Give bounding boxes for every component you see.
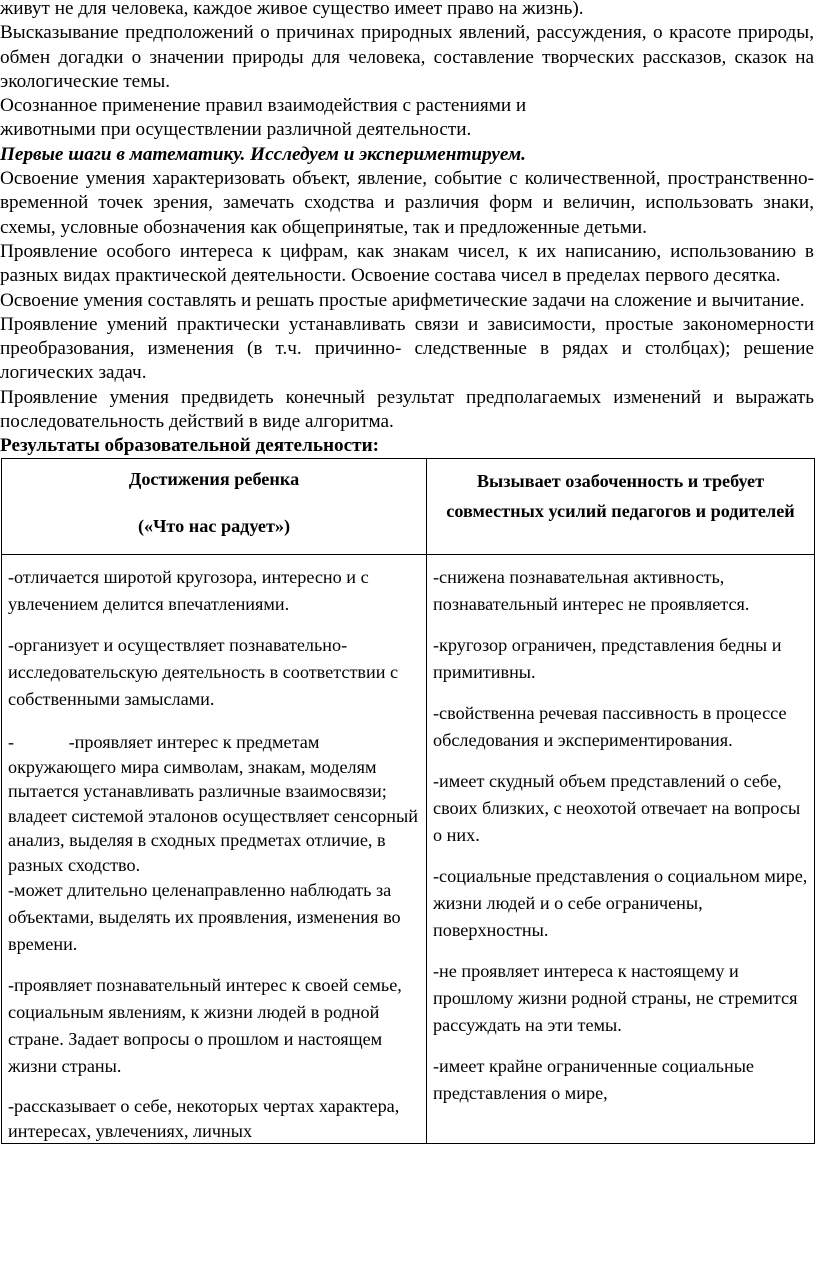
header-achievements xyxy=(2,459,427,555)
concern-item: -имеет крайне ограниченные социальные представления о мире, xyxy=(433,1056,754,1104)
concern-item: -снижена познавательная активность, познавательный интерес не проявляется. xyxy=(433,567,750,615)
table-header-row xyxy=(2,459,815,555)
table-row xyxy=(2,555,815,1144)
paragraph-interaction-rules-1: Осознанное применение правил взаимодействия с растениями и xyxy=(0,95,527,117)
section-heading-results: Результаты образовательной деятельности: xyxy=(0,435,380,457)
concern-item: -социальные представления о социальном мире, жизни людей и о себе ограничены, поверхностны. xyxy=(433,866,808,941)
paragraph-hypotheses: Высказывание предположений о причинах природных явлений, рассуждения, о красоте природы, обмен догадки о значении природы для человека, составление творческих рассказов, сказок на экологические темы. xyxy=(0,22,814,92)
concern-item: -не проявляет интереса к настоящему и прошлому жизни родной страны, не стремится рассуждать на эти темы. xyxy=(433,961,798,1036)
achievement-item: -отличается широтой кругозора, интересно и с увлечением делится впечатлениями. xyxy=(8,567,369,615)
achievement-item: -проявляет познавательный интерес к своей семье, социальным явлениям, к жизни людей в родной стране. Задает вопросы о прошлом и настоящем жизни страны. xyxy=(8,975,402,1077)
achievement-item: -может длительно целенаправленно наблюдать за объектами, выделять их проявления, изменения во времени. xyxy=(8,880,401,955)
achievement-item: - -проявляет интерес к предметам окружающего мира символам, знакам, моделям пытается устанавливать различные взаимосвязи; владеет системой эталонов осуществляет сенсорный анализ, выделяя в сходных предметах отличие, в разных сходство. xyxy=(8,732,423,875)
achievement-item: -организует и осуществляет познавательно-исследовательскую деятельность в соответствии с собственными замыслами. xyxy=(8,635,399,710)
paragraph-connections: Проявление умений практически устанавливать связи и зависимости, простые закономерности преобразования, изменения (в т.ч. причинно- следственные в рядах и столбцах); решение логических задач. xyxy=(0,313,814,384)
paragraph-arithmetic-tasks: Освоение умения составлять и решать простые арифметические задачи на сложение и вычитание. xyxy=(0,289,805,311)
header-achievements-title: Достижения ребенка xyxy=(128,469,300,490)
header-concerns-title: Вызывает озабоченность и требует совместных усилий педагогов и родителей xyxy=(446,471,795,522)
header-achievements-subtitle: («Что нас радует») xyxy=(137,516,291,537)
concern-item: -кругозор ограничен, представления бедны и примитивны. xyxy=(433,635,782,683)
achievement-item: -рассказывает о себе, некоторых чертах характера, интересах, увлечениях, личных xyxy=(8,1096,400,1141)
paragraph-algorithm: Проявление умения предвидеть конечный результат предполагаемых изменений и выражать последовательность действий в виде алгоритма. xyxy=(0,386,814,433)
paragraph-numbers-interest: Проявление особого интереса к цифрам, как знакам чисел, к их написанию, использованию в разных видах практической деятельности. Освоение состава чисел в пределах первого десятка. xyxy=(0,240,814,287)
concern-item: -имеет скудный объем представлений о себе, своих близких, с неохотой отвечает на вопросы о них. xyxy=(433,771,801,846)
paragraph-interaction-rules-2: животными при осуществлении различной деятельности. xyxy=(0,119,472,141)
concerns-cell xyxy=(427,555,815,1144)
paragraph-ecology-rights: живут не для человека, каждое живое существо имеет право на жизнь). xyxy=(0,0,584,19)
results-table xyxy=(1,458,815,1144)
header-concerns xyxy=(427,459,815,555)
concern-item: -свойственна речевая пассивность в процессе обследования и экспериментирования. xyxy=(433,703,787,751)
section-heading-math: Первые шаги в математику. Исследуем и экспериментируем. xyxy=(0,143,526,165)
paragraph-characterize-objects: Освоение умения характеризовать объект, явление, событие с количественной, пространственно-временной точек зрения, замечать сходства и различия форм и величин, использовать знаки, схемы, условные обозначения как общепринятые, так и предложенные детьми. xyxy=(0,168,814,238)
achievements-cell xyxy=(2,555,427,1144)
